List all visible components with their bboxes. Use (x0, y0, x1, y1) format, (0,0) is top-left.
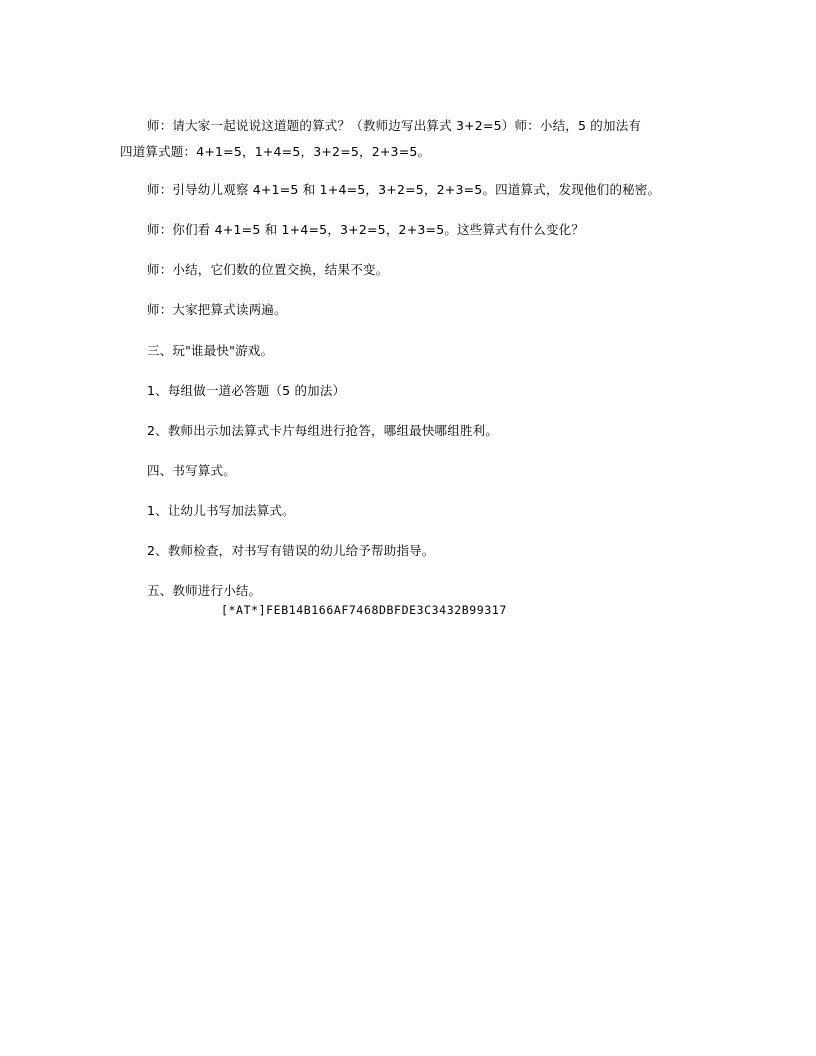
paragraph-1-line-2: 四道算式题：4+1=5，1+4=5，3+2=5，2+3=5。 (120, 144, 431, 159)
paragraph-4: 师：小结，它们数的位置交换，结果不变。 (147, 262, 389, 277)
document-code: [*AT*]FEB14B166AF7468DBFDE3C3432B99317 (221, 603, 507, 617)
section-5-heading: 五、教师进行小结。 (147, 583, 262, 598)
list-item-4-1: 1、让幼儿书写加法算式。 (147, 503, 295, 518)
paragraph-2: 师：引导幼儿观察 4+1=5 和 1+4=5，3+2=5，2+3=5。四道算式，发现他们的秘密。 (147, 182, 661, 197)
list-item-3-2: 2、教师出示加法算式卡片每组进行抢答，哪组最快哪组胜利。 (147, 423, 499, 438)
section-4-heading: 四、书写算式。 (147, 463, 236, 478)
paragraph-1-line-1: 师：请大家一起说说这道题的算式？（教师边写出算式 3+2=5）师：小结，5 的加法有 (147, 118, 642, 133)
section-3-heading: 三、玩"谁最快"游戏。 (147, 343, 274, 358)
list-item-3-1: 1、每组做一道必答题（5 的加法） (147, 383, 346, 398)
list-item-4-2: 2、教师检查，对书写有错误的幼儿给予帮助指导。 (147, 543, 435, 558)
paragraph-5: 师：大家把算式读两遍。 (147, 302, 287, 317)
paragraph-3: 师：你们看 4+1=5 和 1+4=5，3+2=5，2+3=5。这些算式有什么变化？ (147, 222, 585, 237)
